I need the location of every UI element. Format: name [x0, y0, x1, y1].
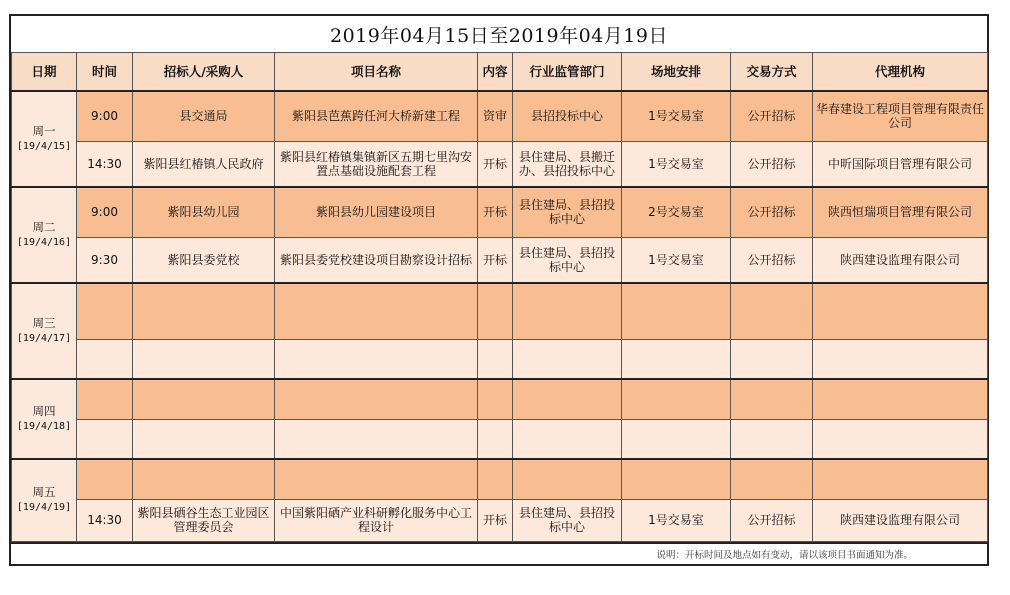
day-cell-thu: 周四 [19/4/18]: [12, 379, 77, 459]
venue-cell: [622, 339, 731, 379]
owner-cell: [133, 283, 275, 339]
method-cell: 公开招标: [731, 237, 813, 283]
table-row: [12, 91, 988, 141]
footnote: 说明：开标时间及地点如有变动，请以该项目书面通知为准。: [11, 542, 987, 564]
owner-cell: [133, 459, 275, 499]
table-row: [12, 459, 988, 499]
agency-cell: [813, 283, 988, 339]
venue-cell: [622, 283, 731, 339]
method-cell: [731, 459, 813, 499]
dept-cell: 县住建局、县招投标中心: [513, 499, 622, 541]
venue-cell: [622, 419, 731, 459]
venue-cell: 1号交易室: [622, 499, 731, 541]
owner-cell: [133, 379, 275, 419]
owner-cell: [133, 419, 275, 459]
content-cell: 资审: [478, 91, 513, 141]
dept-cell: [513, 283, 622, 339]
owner-cell: 紫阳县幼儿园: [133, 187, 275, 237]
owner-cell: 紫阳县红椿镇人民政府: [133, 141, 275, 187]
method-cell: [731, 283, 813, 339]
schedule-table: [11, 52, 988, 542]
day-cell-mon: 周一 [19/4/15]: [12, 91, 77, 187]
time-cell: 9:30: [77, 237, 133, 283]
header-owner: 招标人/采购人: [133, 53, 275, 92]
day-cell-wed: 周三 [19/4/17]: [12, 283, 77, 379]
header-content: 内容: [478, 53, 513, 92]
content-cell: [478, 379, 513, 419]
owner-cell: [133, 339, 275, 379]
agency-cell: 陕西建设监理有限公司: [813, 499, 988, 541]
dept-cell: 县住建局、县招投标中心: [513, 187, 622, 237]
agency-cell: [813, 379, 988, 419]
day-cell-tue: 周二 [19/4/16]: [12, 187, 77, 283]
time-cell: [77, 419, 133, 459]
header-dept: 行业监管部门: [513, 53, 622, 92]
project-cell: [275, 339, 478, 379]
project-cell: 中国紫阳硒产业科研孵化服务中心工程设计: [275, 499, 478, 541]
owner-cell: 紫阳县委党校: [133, 237, 275, 283]
project-cell: [275, 283, 478, 339]
content-cell: 开标: [478, 141, 513, 187]
dept-cell: [513, 459, 622, 499]
header-project: 项目名称: [275, 53, 478, 92]
content-cell: [478, 419, 513, 459]
dept-cell: 县住建局、县搬迁办、县招投标中心: [513, 141, 622, 187]
venue-cell: 1号交易室: [622, 141, 731, 187]
agency-cell: [813, 419, 988, 459]
content-cell: [478, 283, 513, 339]
header-time: 时间: [77, 53, 133, 92]
agency-cell: 华春建设工程项目管理有限责任公司: [813, 91, 988, 141]
table-row: [12, 379, 988, 419]
time-cell: [77, 459, 133, 499]
table-row: [12, 339, 988, 379]
table-row: [12, 283, 988, 339]
owner-cell: 紫阳县硒谷生态工业园区管理委员会: [133, 499, 275, 541]
venue-cell: 1号交易室: [622, 91, 731, 141]
dept-cell: [513, 419, 622, 459]
project-cell: 紫阳县红椿镇集镇新区五期七里沟安置点基础设施配套工程: [275, 141, 478, 187]
method-cell: 公开招标: [731, 187, 813, 237]
time-cell: 14:30: [77, 499, 133, 541]
schedule-title: 2019年04月15日至2019年04月19日: [11, 16, 987, 53]
agency-cell: 陕西建设监理有限公司: [813, 237, 988, 283]
agency-cell: [813, 459, 988, 499]
dept-cell: [513, 339, 622, 379]
method-cell: [731, 339, 813, 379]
dept-cell: [513, 379, 622, 419]
agency-cell: 陕西恒瑞项目管理有限公司: [813, 187, 988, 237]
content-cell: 开标: [478, 237, 513, 283]
project-cell: 紫阳县幼儿园建设项目: [275, 187, 478, 237]
table-row: [12, 237, 988, 283]
schedule-sheet: [9, 14, 989, 566]
project-cell: 紫阳县委党校建设项目勘察设计招标: [275, 237, 478, 283]
content-cell: [478, 339, 513, 379]
header-row: [12, 53, 988, 92]
method-cell: 公开招标: [731, 141, 813, 187]
time-cell: 14:30: [77, 141, 133, 187]
content-cell: 开标: [478, 499, 513, 541]
venue-cell: [622, 379, 731, 419]
project-cell: 紫阳县芭蕉跨任河大桥新建工程: [275, 91, 478, 141]
agency-cell: 中昕国际项目管理有限公司: [813, 141, 988, 187]
table-row: [12, 419, 988, 459]
venue-cell: [622, 459, 731, 499]
dept-cell: 县住建局、县招投标中心: [513, 237, 622, 283]
time-cell: [77, 379, 133, 419]
content-cell: 开标: [478, 187, 513, 237]
method-cell: [731, 419, 813, 459]
header-agency: 代理机构: [813, 53, 988, 92]
method-cell: 公开招标: [731, 91, 813, 141]
project-cell: [275, 419, 478, 459]
table-row: [12, 187, 988, 237]
venue-cell: 1号交易室: [622, 237, 731, 283]
time-cell: [77, 283, 133, 339]
dept-cell: 县招投标中心: [513, 91, 622, 141]
time-cell: [77, 339, 133, 379]
agency-cell: [813, 339, 988, 379]
owner-cell: 县交通局: [133, 91, 275, 141]
project-cell: [275, 379, 478, 419]
table-row: [12, 141, 988, 187]
day-cell-fri: 周五 [19/4/19]: [12, 459, 77, 541]
time-cell: 9:00: [77, 91, 133, 141]
time-cell: 9:00: [77, 187, 133, 237]
method-cell: [731, 379, 813, 419]
project-cell: [275, 459, 478, 499]
header-method: 交易方式: [731, 53, 813, 92]
content-cell: [478, 459, 513, 499]
table-row: [12, 499, 988, 541]
venue-cell: 2号交易室: [622, 187, 731, 237]
method-cell: 公开招标: [731, 499, 813, 541]
header-date: 日期: [12, 53, 77, 92]
header-venue: 场地安排: [622, 53, 731, 92]
